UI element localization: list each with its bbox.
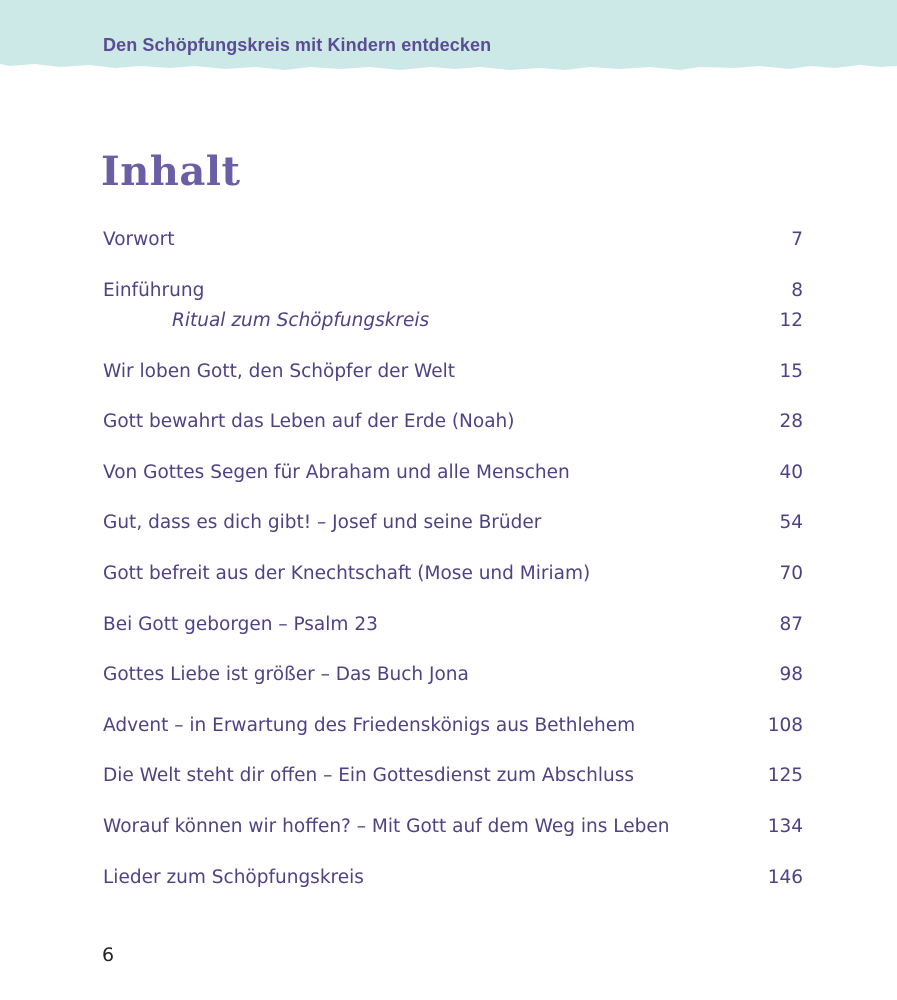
toc-entry-page: 8 [791,280,803,301]
toc-entry-title: Vorwort [103,229,175,250]
toc-entry-page: 12 [779,310,803,331]
toc-entry[interactable] [103,715,803,739]
page-number: 6 [102,944,115,966]
toc-subentry[interactable] [103,310,803,334]
toc-entry-title: Lieder zum Schöpfungskreis [103,867,364,888]
toc-entry-page: 125 [767,765,803,786]
toc-entry-title: Gott befreit aus der Knechtschaft (Mose und Miriam) [103,563,591,584]
toc-entry-title: Bei Gott geborgen – Psalm 23 [103,614,378,635]
toc-entry-title: Gott bewahrt das Leben auf der Erde (Noah) [103,411,515,432]
toc-entry[interactable] [103,462,803,486]
toc-entry-page: 146 [767,867,803,888]
toc-entry-page: 98 [779,664,803,685]
toc-entry[interactable] [103,280,803,304]
toc-entry-title: Von Gottes Segen für Abraham und alle Menschen [103,462,570,483]
toc-entry-title: Advent – in Erwartung des Friedenskönigs aus Bethlehem [103,715,636,736]
toc-entry-page: 54 [779,512,803,533]
toc-entry-page: 40 [779,462,803,483]
toc-entry-title: Wir loben Gott, den Schöpfer der Welt [103,361,456,382]
toc-entry[interactable] [103,867,803,891]
toc-entry[interactable] [103,563,803,587]
toc-entry-page: 134 [767,816,803,837]
toc-entry-title: Ritual zum Schöpfungskreis [172,310,430,331]
toc-entry-page: 108 [767,715,803,736]
toc-entry[interactable] [103,614,803,638]
toc-entry[interactable] [103,229,803,253]
toc-entry-page: 87 [779,614,803,635]
toc-entry-title: Einführung [103,280,205,301]
toc-entry-page: 15 [779,361,803,382]
toc-entry-page: 7 [791,229,803,250]
toc-entry-page: 28 [779,411,803,432]
toc-entry[interactable] [103,816,803,840]
toc-entry[interactable] [103,411,803,435]
toc-entry-title: Gottes Liebe ist größer – Das Buch Jona [103,664,469,685]
toc-entry[interactable] [103,512,803,536]
toc-entry-page: 70 [779,563,803,584]
toc-heading: Inhalt [101,148,241,195]
toc-entry[interactable] [103,765,803,789]
toc-entry-title: Worauf können wir hoffen? – Mit Gott auf dem Weg ins Leben [103,816,670,837]
toc-entry-title: Die Welt steht dir offen – Ein Gottesdienst zum Abschluss [103,765,634,786]
running-header-title: Den Schöpfungskreis mit Kindern entdecken [103,35,492,55]
toc-entry[interactable] [103,664,803,688]
toc-entry[interactable] [103,361,803,385]
toc-entry-title: Gut, dass es dich gibt! – Josef und seine Brüder [103,512,542,533]
